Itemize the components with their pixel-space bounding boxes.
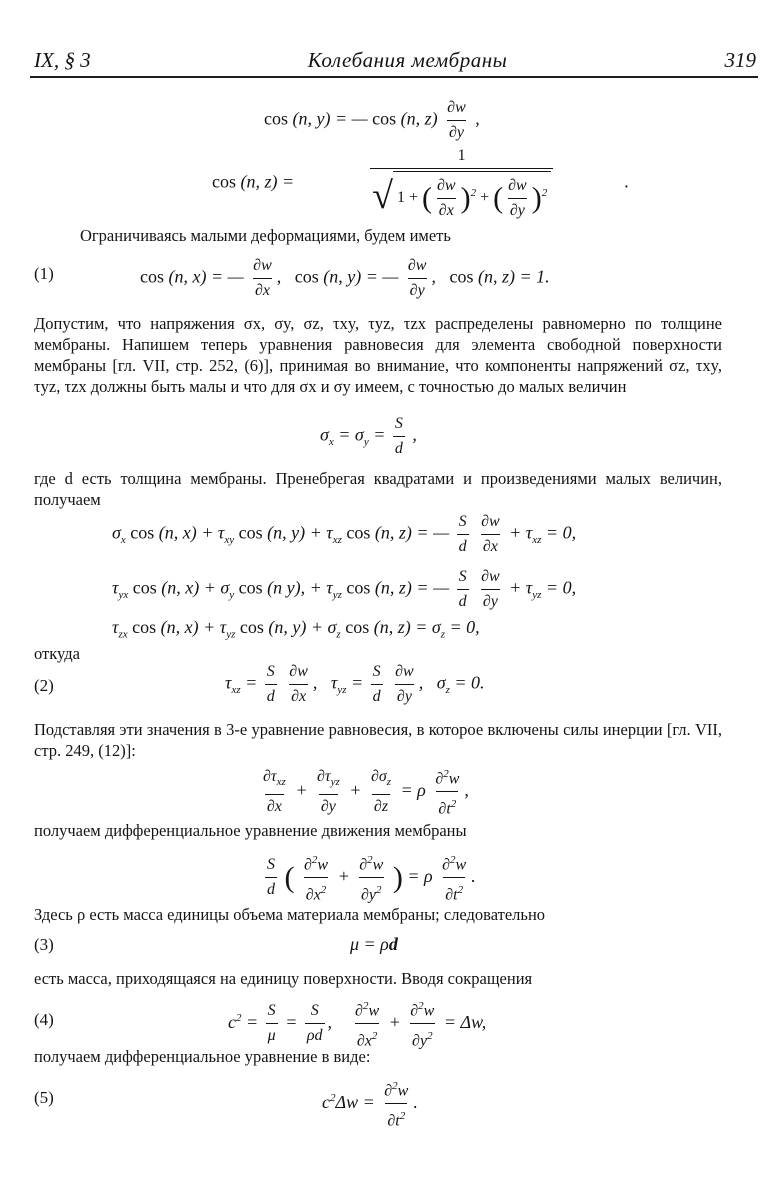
word-hence: откуда (34, 644, 80, 663)
paragraph-density: Здесь ρ есть масса единицы объема материала мембраны; следовательно (34, 905, 546, 924)
paragraph-final-form: получаем дифференциальное уравнение в виде: (34, 1047, 371, 1066)
page-number: 319 (724, 48, 756, 72)
page-header (34, 46, 756, 74)
paragraph-surface-mass: есть масса, приходящаяся на единицу поверхности. Вводя сокращения (34, 969, 533, 988)
equation-sigma-equal: $\sigma_x = \sigma_y$ = $\frac{S}{d}$ , (320, 415, 417, 457)
paragraph-stress-assumption: Допустим, что напряжения σx, σy, σz, τxy, τyz, τzx распределены равномерно по толщине мембраны. Напишем теперь уравнения равновесия для элемента свободной поверхности мембраны [гл. VII, стр. 252, (6)], принимая во внимание, что компоненты напряжений σz, τxy, τyz, τzx должны быть малы и что для σx и σy имеем, с точностью до малых величин (34, 314, 722, 396)
equation-cos-ny: cos (n, y) = — cos (n, z) $\frac{\partial w}{\partial y}$ , (264, 99, 480, 141)
equation-2: $\tau_{xz}$ = $\frac{S}{d}$ $\frac{\partial w}{\partial x}$ , $\tau_{yz}$ = $\frac{S}{d}$ $\frac{\partial w}{\partial y}$ , $\sigma_z = 0$. (225, 663, 485, 705)
equation-equilibrium-x: $\sigma_x$ cos (n, $x) + \tau_{xy}$ cos (n, $y) + \tau_{xz}$ cos (n, z) = — $\frac{S}{d}$ $\frac{\partial w}{\partial x}$ + $\tau_{xz} = 0$, (112, 513, 577, 555)
equation-number-2: (2) (34, 676, 54, 695)
equation-equilibrium-z: $\tau_{zx}$ cos (n, $x) + \tau_{yz}$ cos (n, $y) + \sigma_z$ cos (n, $z) = \sigma_z = 0$, (112, 617, 480, 641)
equation-5: $c^2\Delta w$ = $\frac{\partial^2w}{\partial t^2}$ . (322, 1080, 418, 1130)
chapter-section: IX, § 3 (34, 48, 91, 72)
paragraph-motion-equation: получаем дифференциальное уравнение движения мембраны (34, 821, 467, 840)
equation-number-3: (3) (34, 935, 54, 954)
paragraph-thickness: где d есть толщина мембраны. Пренебрегая квадратами и произведениями малых величин, получаем (34, 469, 722, 509)
running-title: Колебания мембраны (307, 48, 508, 72)
equation-3: μ = ρd (350, 934, 398, 954)
equation-1: cos (n, x) = — $\frac{\partial w}{\partial x}$ , cos (n, y) = — $\frac{\partial w}{\partial y}$ , cos (n, z) = 1. (140, 257, 550, 299)
equation-number-5: (5) (34, 1088, 54, 1107)
paragraph-substitution: Подставляя эти значения в 3-е уравнение равновесия, в которое включены силы инерции [гл. VII, стр. 249, (12)]: (34, 720, 722, 760)
equation-equilibrium-y: $\tau_{yx}$ cos (n, $x) + \sigma_y$ cos (n y), + $\tau_{yz}$ cos (n, z) = — $\frac{S}{d}$ $\frac{\partial w}{\partial y}$ + $\tau_{yz} = 0$, (112, 568, 577, 610)
header-rule (30, 76, 758, 78)
paragraph-small-deformations: Ограничиваясь малыми деформациями, будем иметь (80, 226, 451, 245)
equation-cos-nz: cos (n, z) = 1 √ 1 + ( $\frac{\partial w}{\partial x}$ )$^2$ + ( $\frac{\partial w}{\partial y}$ )$^2$ . (212, 147, 630, 219)
equation-number-1: (1) (34, 264, 54, 283)
equation-4: $c^2$ = $\frac{S}{\mu}$ = $\frac{S}{\rho d}$ , $\frac{\partial^2w}{\partial x^2}$ + $\frac{\partial^2w}{\partial y^2}$ = Δw, (228, 1000, 487, 1050)
equation-number-4: (4) (34, 1010, 54, 1029)
equation-motion: $\frac{S}{d}$ ( $\frac{\partial^2w}{\partial x^2}$ + $\frac{\partial^2w}{\partial y^2}$ ) = ρ $\frac{\partial^2w}{\partial t^2}$ . (267, 854, 476, 904)
equation-inertia: $\partial\tau_{xz}$ ∂x + $\partial\tau_{yz}$ ∂y + $\frac{\partial\sigma_z}{\partial z}$ = ρ $\frac{\partial^2w}{\partial t^2}$ , (263, 767, 469, 818)
